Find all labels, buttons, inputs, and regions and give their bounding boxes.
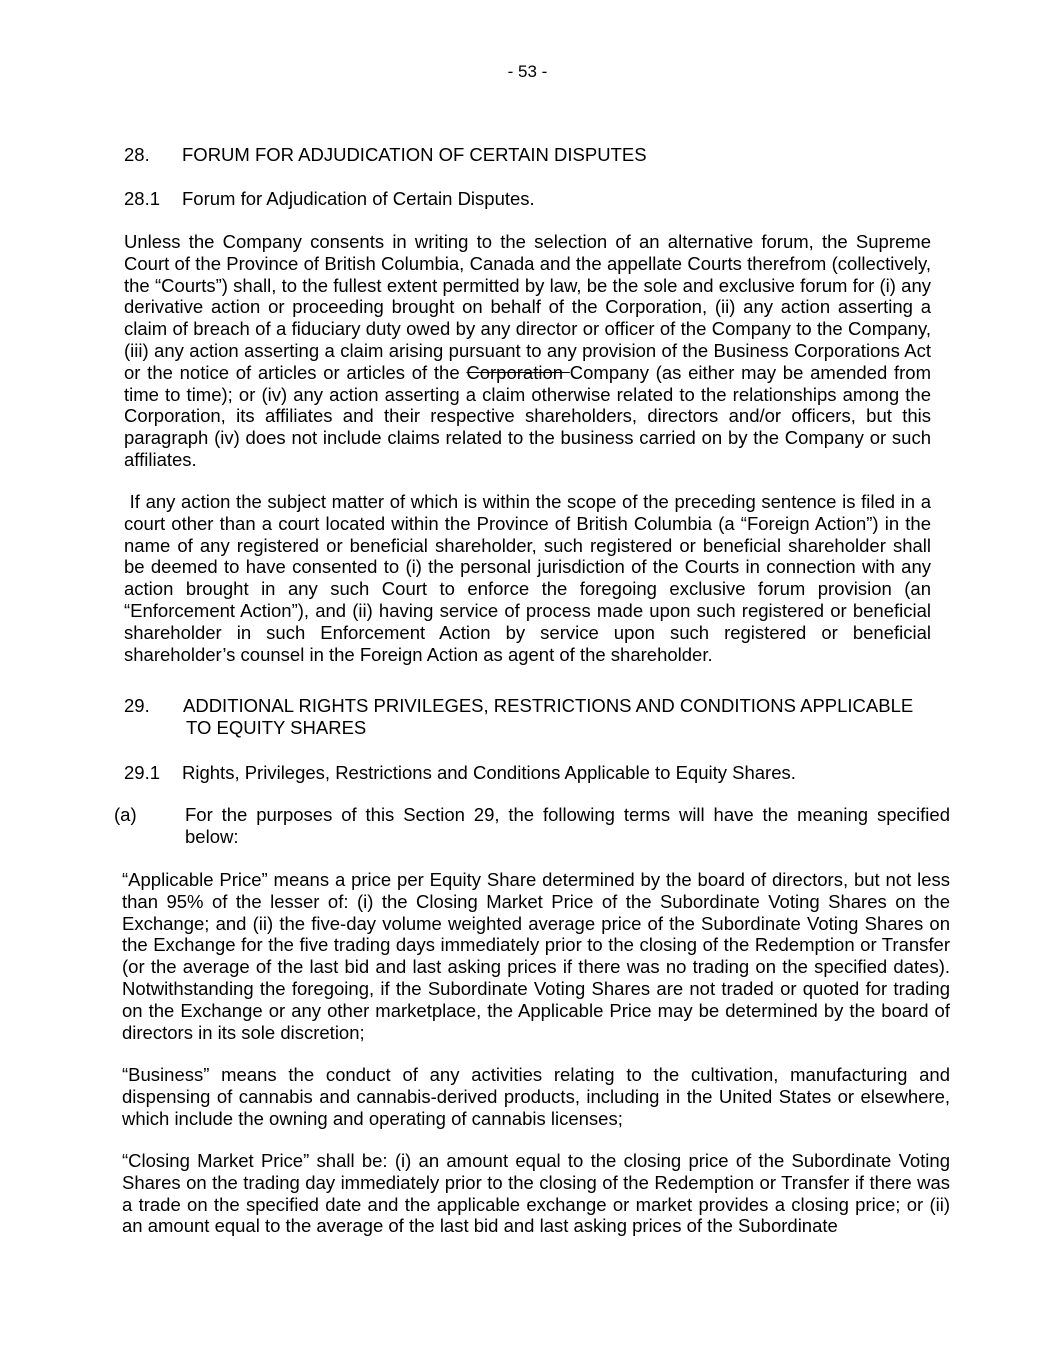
forum-paragraph-text-1: Unless the Company consents in writing to the selection of an alternative forum, the Supreme Court of the Province of British Columbia, Canada and the appellate Courts therefrom (collectively, the “Courts”) shall, to the fullest extent permitted by law, be the sole and exclusive forum for (i) any derivative action or proceeding brought on behalf of the Corporation, (ii) any action asserting a claim of breach of a fiduciary duty owed by any director or officer of the Company to the Company, (iii) any action asserting a claim arising pursuant to any provision of the Business Corporations Act or the notice of articles or articles of the <box>124 231 931 383</box>
foreign-action-paragraph: If any action the subject matter of which is within the scope of the preceding sentence is filed in a court other than a court located within the Province of British Columbia (a “Foreign Action”) in the name of any registered or beneficial shareholder, such registered or beneficial shareholder shall be deemed to have consented to (i) the personal jurisdiction of the Courts in connection with any action brought in any such Court to enforce the foregoing exclusive forum provision (an “Enforcement Action”), and (ii) having service of process made upon such registered or beneficial shareholder in such Enforcement Action by service upon such registered or beneficial shareholder’s counsel in the Foreign Action as agent of the shareholder. <box>124 491 937 665</box>
section-title-line-1: ADDITIONAL RIGHTS PRIVILEGES, RESTRICTIONS AND CONDITIONS APPLICABLE <box>183 695 914 716</box>
section-number: 29. <box>124 695 150 716</box>
section-title: FORUM FOR ADJUDICATION OF CERTAIN DISPUTES <box>182 144 647 165</box>
definition-applicable-price: “Applicable Price” means a price per Equity Share determined by the board of directors, but not less than 95% of the lesser of: (i) the Closing Market Price of the Subordinate Voting Shares on the Exchange; and (ii) the five-day volume weighted average price of the Subordinate Voting Shares on the Exchange for the five trading days immediately prior to the closing of the Redemption or Transfer (or the average of the last bid and last asking prices if there was no trading on the specified dates). Notwithstanding the foregoing, if the Subordinate Voting Shares are not traded or quoted for trading on the Exchange or any other marketplace, the Applicable Price may be determined by the board of directors in its sole discretion; <box>122 869 950 1043</box>
definition-closing-market-price: “Closing Market Price” shall be: (i) an amount equal to the closing price of the Subordinate Voting Shares on the trading day immediately prior to the closing of the Redemption or Transfer if there was a trade on the specified date and the applicable exchange or market provides a closing price; or (ii) an amount equal to the average of the last bid and last asking prices of the Subordinate <box>122 1150 950 1237</box>
definition-business: “Business” means the conduct of any activities relating to the cultivation, manufacturing and dispensing of cannabis and cannabis-derived products, including in the United States or elsewhere, which include the owning and operating of cannabis licenses; <box>122 1064 950 1129</box>
section-28-heading <box>124 144 647 166</box>
list-item-text: For the purposes of this Section 29, the following terms will have the meaning specified below: <box>185 804 950 847</box>
subsection-number: 29.1 <box>124 762 161 783</box>
struck-word: Corporation <box>466 361 570 383</box>
page-number: - 53 - <box>507 62 548 81</box>
section-number: 28. <box>124 144 150 165</box>
subsection-title: Rights, Privileges, Restrictions and Conditions Applicable to Equity Shares. <box>182 762 796 783</box>
list-item-label: (a) <box>114 804 137 825</box>
forum-paragraph <box>124 231 931 471</box>
subsection-number: 28.1 <box>124 188 161 209</box>
subsection-29-1-heading <box>124 762 796 784</box>
section-title-line-2: TO EQUITY SHARES <box>186 716 367 738</box>
forum-paragraph-text-2: Company (as either may be amended from time to time); or (iv) any action asserting a claim otherwise related to the relationships among the Corporation, its affiliates and their respective shareholders, directors and/or officers, but this paragraph (iv) does not include claims related to the business carried on by the Company or such affiliates. <box>124 361 931 470</box>
section-title <box>183 695 963 739</box>
subsection-28-1-heading <box>124 188 535 210</box>
subsection-title: Forum for Adjudication of Certain Disputes. <box>182 188 535 209</box>
